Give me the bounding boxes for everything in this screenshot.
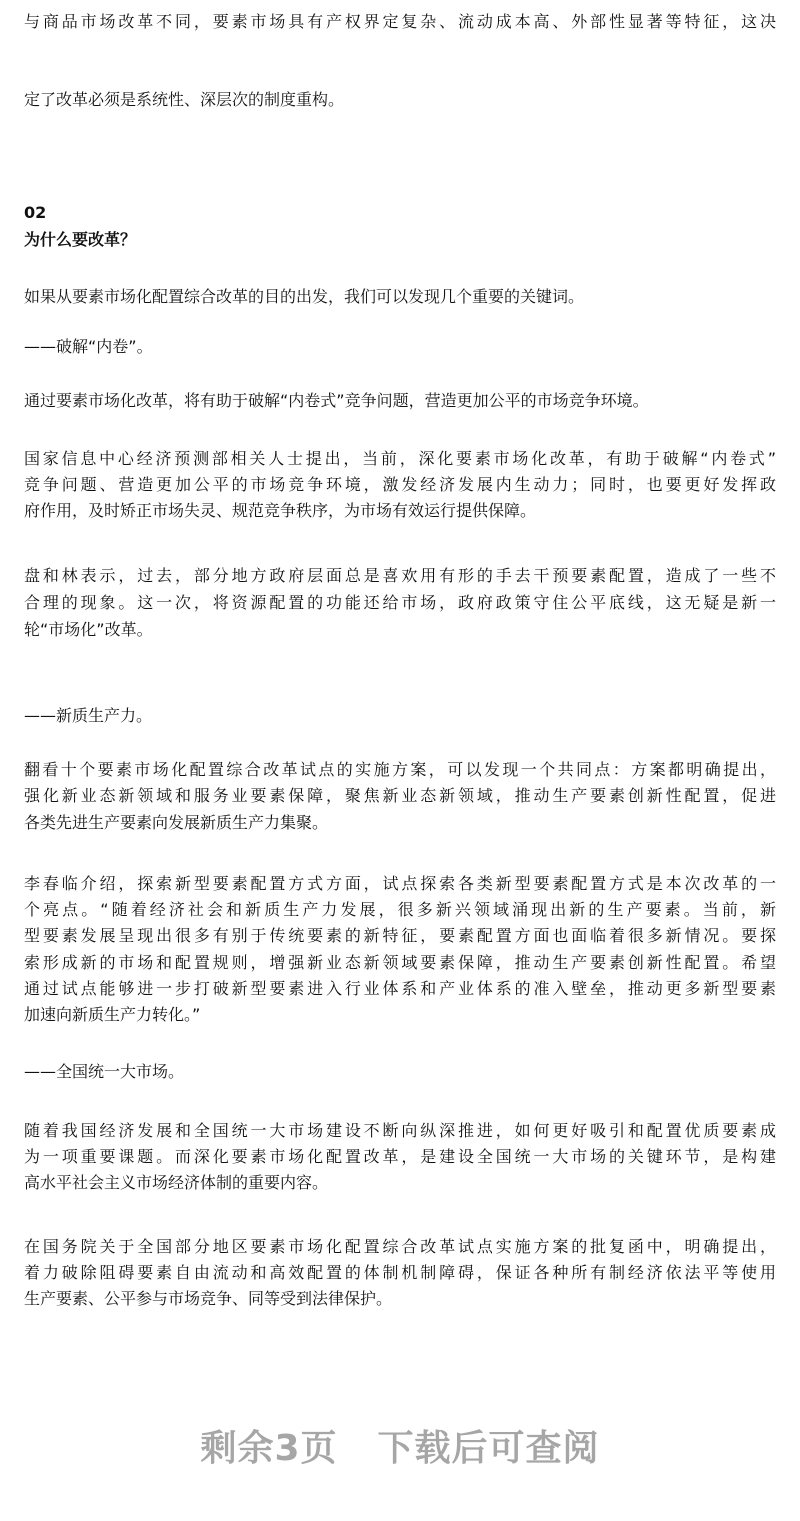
download-prompt[interactable] xyxy=(0,1420,800,1471)
paragraph-line: 强化新业态新领域和服务业要素保障，聚焦新业态新领域，推动生产要素创新性配置，促进 xyxy=(24,786,776,805)
paragraph-line: 与商品市场改革不同，要素市场具有产权界定复杂、流动成本高、外部性显著等特征，这决 xyxy=(24,12,776,31)
paragraph-line: 各类先进生产要素向发展新质生产力集聚。 xyxy=(24,813,329,832)
paragraph-line: 竞争问题、营造更加公平的市场竞争环境，激发经济发展内生动力；同时，也要更好发挥政 xyxy=(24,475,776,494)
paragraph-line: 定了改革必须是系统性、深层次的制度重构。 xyxy=(24,90,345,109)
paragraph-line: 索形成新的市场和配置规则，增强新业态新领域要素保障，推动生产要素创新性配置。希望 xyxy=(24,953,776,972)
paragraph-line: 府作用，及时矫正市场失灵、规范竞争秩序，为市场有效运行提供保障。 xyxy=(24,501,537,520)
paragraph-line: 轮“市场化”改革。 xyxy=(24,620,153,639)
paragraph-line: 高水平社会主义市场经济体制的重要内容。 xyxy=(24,1173,329,1192)
section-title: 为什么要改革？ xyxy=(24,230,137,249)
paragraph-line: 型要素发展呈现出很多有别于传统要素的新特征，要素配置方面也面临着很多新情况。要探 xyxy=(24,926,776,945)
download-to-view-label[interactable]: 下载后可查阅 xyxy=(377,1428,600,1469)
paragraph-line: 通过要素市场化改革，将有助于破解“内卷式”竞争问题，营造更加公平的市场竞争环境。 xyxy=(24,391,649,410)
paragraph-line: 李春临介绍，探索新型要素配置方式方面，试点探索各类新型要素配置方式是本次改革的一 xyxy=(24,874,776,893)
paragraph-line: 国家信息中心经济预测部相关人士提出，当前，深化要素市场化改革，有助于破解“内卷式” xyxy=(24,449,776,468)
paragraph-line: 翻看十个要素市场化配置综合改革试点的实施方案，可以发现一个共同点：方案都明确提出， xyxy=(24,760,776,779)
paragraph-line: 通过试点能够进一步打破新型要素进入行业体系和产业体系的准入壁垒，推动更多新型要素 xyxy=(24,979,776,998)
paragraph-line: 着力破除阻碍要素自由流动和高效配置的体制机制障碍，保证各种所有制经济依法平等使用 xyxy=(24,1263,776,1282)
paragraph-line: 加速向新质生产力转化。” xyxy=(24,1005,201,1024)
keyword-heading: ——全国统一大市场。 xyxy=(24,1062,185,1081)
keyword-heading: ——新质生产力。 xyxy=(24,706,153,725)
remaining-pages-label: 剩余3页 xyxy=(200,1428,338,1469)
paragraph-line: 在国务院关于全国部分地区要素市场化配置综合改革试点实施方案的批复函中，明确提出， xyxy=(24,1237,776,1256)
paragraph-line: 盘和林表示，过去，部分地方政府层面总是喜欢用有形的手去干预要素配置，造成了一些不 xyxy=(24,566,776,585)
paragraph-line: 合理的现象。这一次，将资源配置的功能还给市场，政府政策守住公平底线，这无疑是新一 xyxy=(24,593,776,612)
keyword-heading: ——破解“内卷”。 xyxy=(24,337,153,356)
section-number: 02 xyxy=(24,203,47,222)
paragraph-line: 生产要素、公平参与市场竞争、同等受到法律保护。 xyxy=(24,1289,393,1308)
paragraph-line: 随着我国经济发展和全国统一大市场建设不断向纵深推进，如何更好吸引和配置优质要素成 xyxy=(24,1121,776,1140)
paragraph-line: 个亮点。“随着经济社会和新质生产力发展，很多新兴领域涌现出新的生产要素。当前，新 xyxy=(24,900,776,919)
paragraph-line: 如果从要素市场化配置综合改革的目的出发，我们可以发现几个重要的关键词。 xyxy=(24,287,585,306)
paragraph-line: 为一项重要课题。而深化要素市场化配置改革，是建设全国统一大市场的关键环节，是构建 xyxy=(24,1147,776,1166)
